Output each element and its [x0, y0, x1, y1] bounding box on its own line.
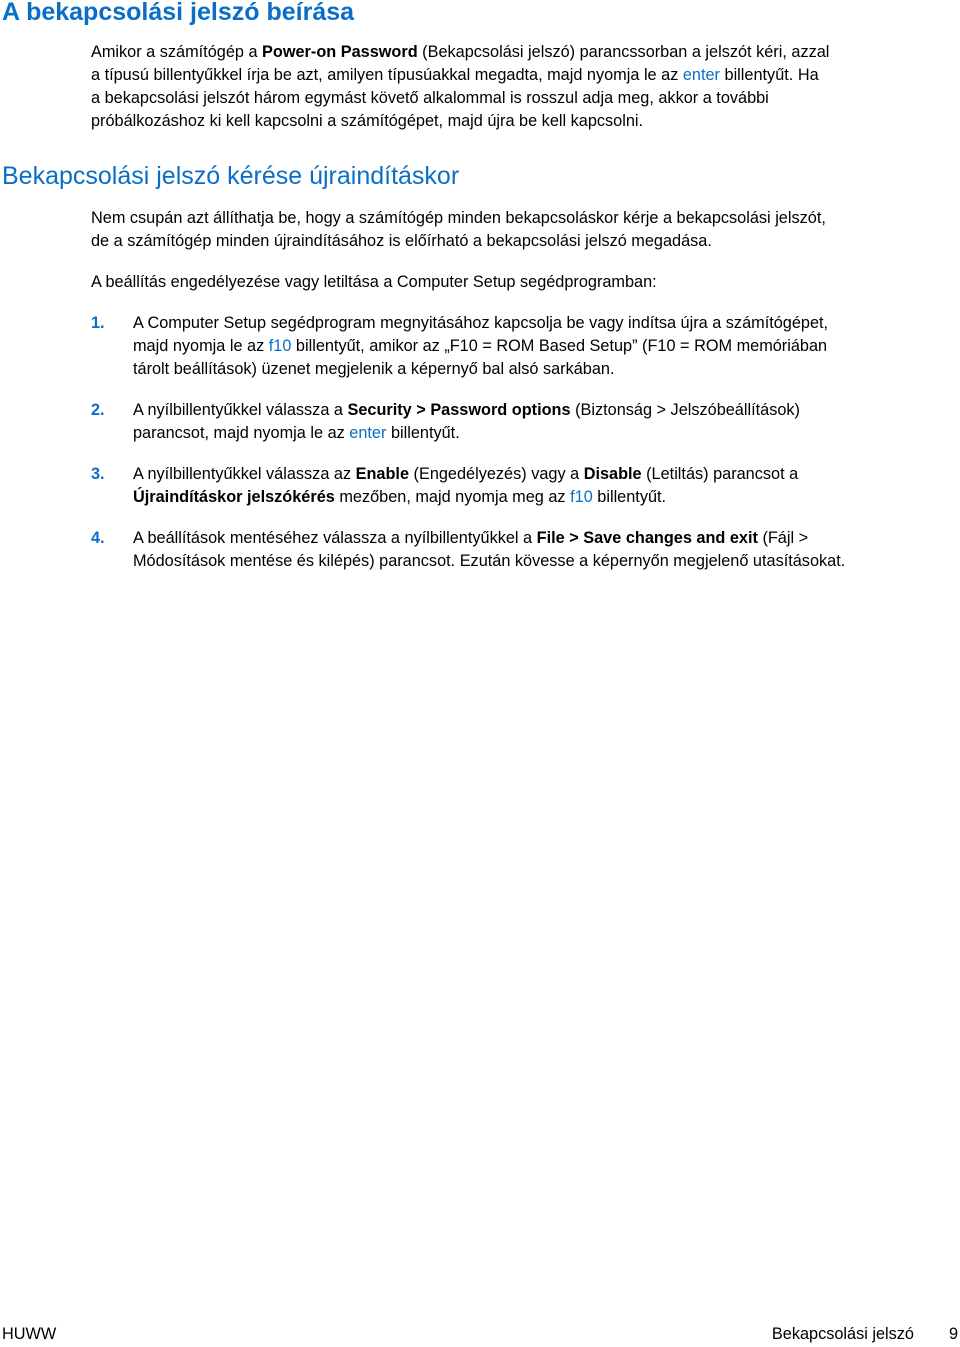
step-number: 1.	[91, 314, 105, 332]
paragraph-line: Amikor a számítógép a Power-on Password (Bekapcsolási jelszó) parancssorban a jelszót kéri, azzal	[91, 43, 830, 61]
term-security: Security	[347, 401, 412, 419]
term-password-options: Password options	[430, 401, 571, 419]
paragraph-line: A beállítás engedélyezése vagy letiltása a Computer Setup segédprogramban:	[91, 273, 657, 291]
key-enter: enter	[682, 66, 720, 84]
step-1: 1. A Computer Setup segédprogram megnyitásához kapcsolja be vagy indítsa újra a számítógépet, majd nyomja le az f10 billentyűt, amikor az „F10 = ROM Based Setup” (F10 = ROM memóriában tárolt beállítások) üzenet megjelenik a képernyő bal alsó sarkában.	[91, 314, 829, 378]
section2-intro-paragraph	[91, 207, 959, 253]
footer-chapter-title: Bekapcsolási jelszó	[771, 1325, 914, 1343]
key-f10: f10	[268, 337, 292, 355]
steps-list	[91, 312, 960, 573]
term-power-on-password: Power-on Password	[262, 43, 418, 61]
section1-paragraph	[91, 41, 959, 133]
step-4: 4. A beállítások mentéséhez válassza a nyílbillentyűkkel a File > Save changes and exit (Fájl > Módosítások mentése és kilépés) parancsot. Ezután kövesse a képernyőn megjelenő utasításokat.	[91, 529, 846, 570]
term-save-changes-and-exit: Save changes and exit	[583, 529, 758, 547]
term-disable: Disable	[583, 465, 642, 483]
section-title-restart-password: Bekapcsolási jelszó kérése újraindításkor	[2, 162, 460, 190]
step-2: 2. A nyílbillentyűkkel válassza a Security > Password options (Biztonság > Jelszóbeállítások) parancsot, majd nyomja le az enter billentyűt.	[91, 401, 800, 442]
paragraph-line: a típusú billentyűkkel írja be azt, amilyen típusúakkal megadta, majd nyomja le az enter billentyűt. Ha	[91, 66, 819, 84]
step-number: 2.	[91, 401, 105, 419]
paragraph-line: de a számítógép minden újraindításához is előírható a bekapcsolási jelszó megadása.	[91, 232, 712, 250]
section2-setup-paragraph	[91, 271, 959, 294]
step-number: 4.	[91, 529, 105, 547]
paragraph-line: a bekapcsolási jelszót három egymást követő alkalommal is rosszul adja meg, akkor a további	[91, 89, 769, 107]
paragraph-line: próbálkozáshoz ki kell kapcsolni a számítógépet, majd újra be kell kapcsolni.	[91, 112, 644, 130]
step-3: 3. A nyílbillentyűkkel válassza az Enable (Engedélyezés) vagy a Disable (Letiltás) parancsot a Újraindításkor jelszókérés mezőben, majd nyomja meg az f10 billentyűt.	[91, 465, 799, 506]
section-title-power-on-password: A bekapcsolási jelszó beírása	[2, 0, 355, 26]
term-file: File	[536, 529, 565, 547]
page-footer	[0, 1322, 960, 1346]
key-enter: enter	[349, 424, 387, 442]
step-number: 3.	[91, 465, 105, 483]
footer-doc-code: HUWW	[2, 1325, 57, 1343]
page-number: 9	[948, 1325, 958, 1343]
paragraph-line: Nem csupán azt állíthatja be, hogy a számítógép minden bekapcsoláskor kérje a bekapcsolási jelszót,	[91, 209, 826, 227]
term-enable: Enable	[355, 465, 410, 483]
key-f10: f10	[570, 488, 593, 506]
term-restart-password-field: Újraindításkor jelszókérés	[133, 488, 335, 506]
